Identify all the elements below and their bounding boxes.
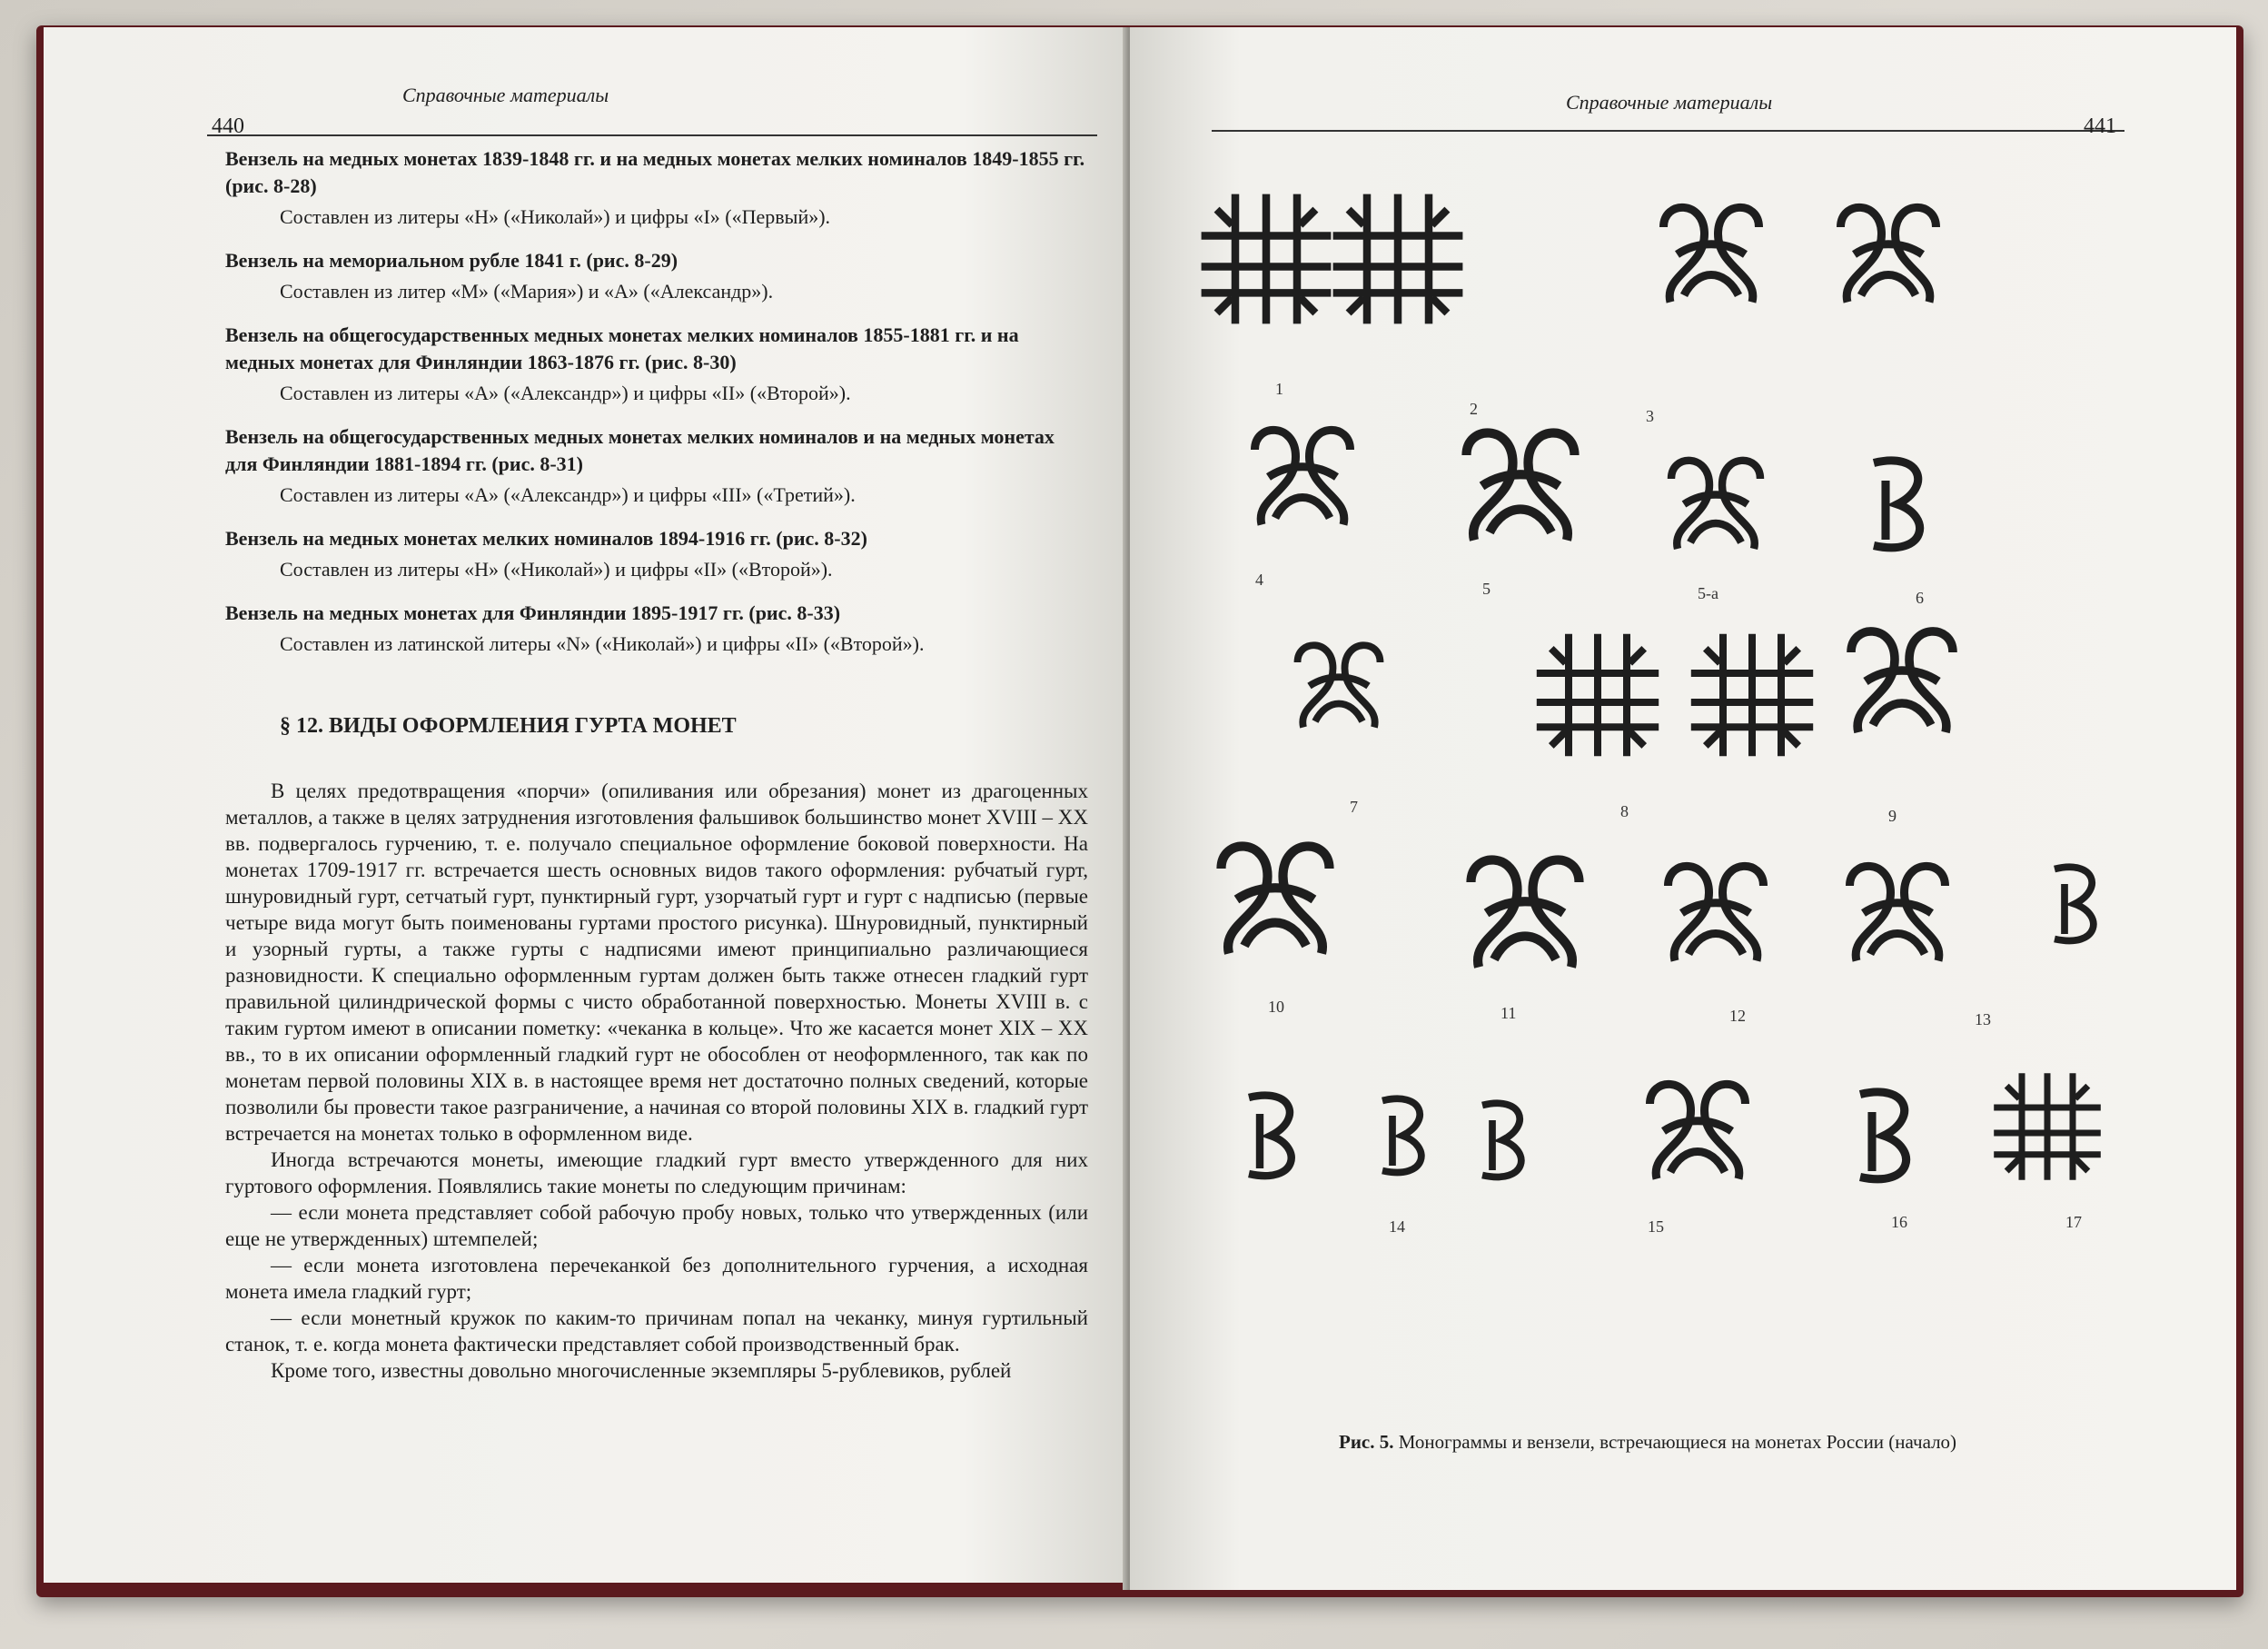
monogram-image <box>2025 854 2124 954</box>
monogram-number: 15 <box>1648 1217 1664 1236</box>
left-page-number: 440 <box>212 114 244 138</box>
monogram-image <box>1984 1063 2111 1190</box>
monogram-image <box>1321 182 1475 336</box>
monogram-number: 5 <box>1482 580 1491 598</box>
section-heading: § 12. ВИДЫ ОФОРМЛЕНИЯ ГУРТА МОНЕТ <box>280 714 737 738</box>
right-page <box>1130 27 2236 1590</box>
monogram-image <box>1198 822 1352 977</box>
monogram-image <box>1838 445 1956 563</box>
right-header-rule <box>1212 114 2124 132</box>
entry-title: Вензель на общегосударственных медных монетах мелких номиналов и на медных монетах для Финляндии 1881-1894 гг. (рис. 8-31) <box>225 425 1055 475</box>
entry-description: Составлен из литеры «Н» («Николай») и цифры «I» («Первый»). <box>280 205 831 228</box>
left-page-content <box>225 145 1088 1384</box>
monogram-image <box>1643 186 1779 323</box>
paragraph: Кроме того, известны довольно многочисленные экземпляры 5-рублевиков, рублей <box>271 1359 1012 1382</box>
monogram-image <box>1679 622 1825 768</box>
monogram-number: 1 <box>1275 380 1283 398</box>
monogram-image <box>1652 441 1779 568</box>
left-page <box>44 27 1126 1583</box>
entry <box>225 600 1088 658</box>
entry <box>225 145 1088 231</box>
entry-title: Вензель на медных монетах 1839-1848 гг. и на медных монетах мелких номиналов 1849-1855 гг. (рис. 8-28) <box>225 147 1085 197</box>
monogram-image <box>1234 409 1371 545</box>
monogram-image <box>1452 1090 1552 1190</box>
entry <box>225 423 1088 509</box>
monogram-number: 10 <box>1268 998 1284 1016</box>
monogram-number: 2 <box>1470 400 1478 418</box>
entry <box>225 322 1088 407</box>
left-running-title: Справочные материалы <box>402 84 609 106</box>
monogram-image <box>1629 1063 1766 1199</box>
monogram-number: 9 <box>1888 807 1897 825</box>
monogram-number: 11 <box>1500 1004 1517 1022</box>
monogram-image <box>1820 186 1956 323</box>
entry-description: Составлен из литер «М» («Мария») и «А» («Александр»). <box>280 280 774 303</box>
entry-title: Вензель на медных монетах мелких номиналов 1894-1916 гг. (рис. 8-32) <box>225 527 867 550</box>
left-header-rule <box>207 118 1097 136</box>
entry-title: Вензель на общегосударственных медных монетах мелких номиналов 1855-1881 гг. и на медных монетах для Финляндии 1863-1876 гг. (рис. 8-30) <box>225 323 1019 373</box>
paragraph: Иногда встречаются монеты, имеющие гладкий гурт вместо утвержденного для них гуртового оформления. Появлялись такие монеты по следующим причинам: <box>225 1148 1088 1197</box>
entry-title: Вензель на мемориальном рубле 1841 г. (рис. 8-29) <box>225 249 678 272</box>
entry-description: Составлен из латинской литеры «N» («Николай») и цифры «II» («Второй»). <box>280 632 925 655</box>
monogram-image <box>1829 609 1975 754</box>
monogram-number: 17 <box>2065 1213 2082 1231</box>
monogram-number: 16 <box>1891 1213 1907 1231</box>
monogram-number: 3 <box>1646 407 1654 425</box>
monogram-image <box>1216 1081 1325 1190</box>
entry <box>225 525 1088 583</box>
entry-description: Составлен из литеры «Н» («Николай») и цифры «II» («Второй»). <box>280 558 833 581</box>
monogram-image <box>1648 845 1784 981</box>
monogram-image <box>1825 1077 1943 1195</box>
monogram-image <box>1443 409 1598 563</box>
monogram-image <box>1448 836 1602 990</box>
monogram-number: 8 <box>1620 802 1629 820</box>
monogram-number: 14 <box>1389 1217 1405 1236</box>
monogram-number: 12 <box>1729 1007 1746 1025</box>
paragraph: В целях предотвращения «порчи» (опиливания или обрезания) монет из драгоценных металлов, а также в целях затруднения изготовления фальшивок большинство монет XVIII – XX вв. подвергалось гурчению, т. е. получало специальное оформление боковой поверхности. На монетах 1709-1917 гг. встречается шесть основных видов такого оформления: рубчатый гурт, шнуровидный гурт, сетчатый гурт, пунктирный гурт, узорчатый гурт и гурт с надписью (первые четыре вида могут быть поименованы гуртами простого рисунка). Шнуровидный, пунктирный и узорный гурты, а также гурты с надписями имеют принципиально различающиеся разновидности. К специально оформленным гуртам должен быть также отнесен гладкий гурт правильной цилиндрической формы с чисто обработанной поверхностью. Монеты XVIII в. с таким гуртом имеют в описании пометку: «чеканка в кольце». Что же касается монет XIX – XX вв., то в их описании оформленный гладкий гурт не обособлен от неоформленного, так как по монетам первой половины XIX в. в настоящее время нет достаточно полных сведений, которые позволили бы провести такое разграничение, а начиная со второй половины XIX в. гладкий гурт встречается на монетах только в оформленном виде. <box>225 780 1088 1145</box>
monogram-image <box>1352 1086 1452 1186</box>
monogram-number: 6 <box>1916 589 1924 607</box>
entry <box>225 247 1088 305</box>
right-page-number: 441 <box>2084 114 2116 138</box>
paragraph: — если монетный кружок по каким-то причинам попал на чеканку, минуя гуртильный станок, т. е. когда монета фактически представляет собой производственный брак. <box>225 1306 1088 1356</box>
figure-caption-text: Монограммы и вензели, встречающиеся на монетах России (начало) <box>1398 1431 1957 1453</box>
entry-title: Вензель на медных монетах для Финляндии 1895-1917 гг. (рис. 8-33) <box>225 601 841 624</box>
monogram-number: 4 <box>1255 571 1263 589</box>
monogram-image <box>1829 845 1966 981</box>
monogram-number: 13 <box>1975 1010 1991 1028</box>
paragraph: — если монета представляет собой рабочую пробу новых, только что утвержденных (или еще не утвержденных) штемпелей; <box>225 1201 1088 1250</box>
paragraph: — если монета изготовлена перечеканкой без дополнительного гурчения, а исходная монета имела гладкий гурт; <box>225 1254 1088 1303</box>
right-running-title: Справочные материалы <box>1566 91 1773 114</box>
figure-caption <box>1339 1431 2029 1454</box>
monogram-image <box>1525 622 1670 768</box>
figure-caption-label: Рис. 5. <box>1339 1431 1394 1453</box>
monogram-image <box>1280 627 1398 745</box>
monogram-number: 5-а <box>1698 584 1718 602</box>
entry-description: Составлен из литеры «А» («Александр») и цифры «III» («Третий»). <box>280 483 856 506</box>
entry-description: Составлен из литеры «А» («Александр») и цифры «II» («Второй»). <box>280 382 851 404</box>
monogram-number: 7 <box>1350 798 1358 816</box>
body-text <box>225 778 1088 1384</box>
